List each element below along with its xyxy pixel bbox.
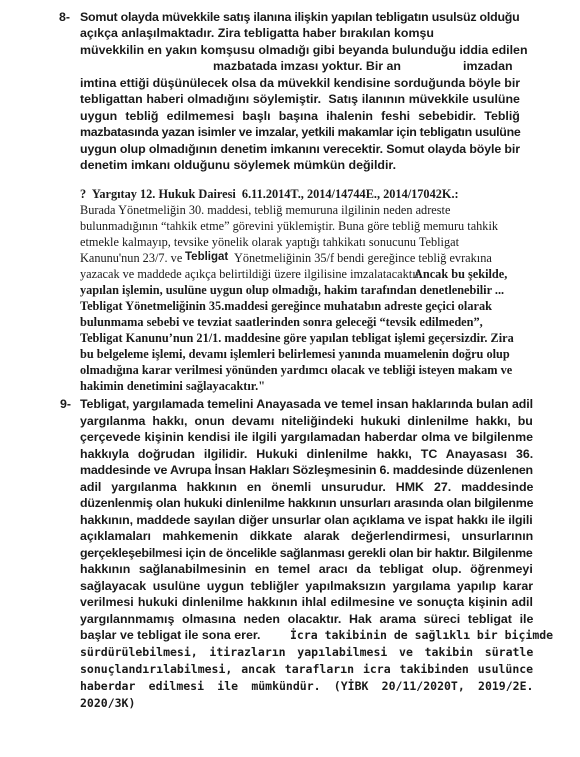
- text-line: hakkının, maddede sayılan diğer unsurlar olan açıklama ve ispat hakkı ile ilgili: [80, 513, 533, 527]
- text-line: Ancak bu şekilde,: [414, 267, 508, 281]
- text-line: Burada Yönetmeliğin 30. maddesi, tebliğ memuruna ilgilinin neden adreste: [80, 203, 451, 217]
- text-line: Tebligat Kanunu’nun 21/1. maddesine göre yapılan tebligat işlemi geçersizdir. Zira: [80, 331, 514, 345]
- text-line: Somut olayda müvekkile satış ilanına ilişkin yapılan tebligatın usulsüz olduğu: [80, 10, 520, 24]
- text-line: hakkıyla doğrudan ilgilidir. Hukuki dinlenilme hakkı, TC Anayasası 36.: [80, 447, 534, 461]
- text-line: maddesinde ve Avrupa İnsan Hakları Sözleşmesinin 6. maddesinde düzenlenen: [80, 463, 533, 477]
- inline-term: Tebligat: [185, 251, 229, 263]
- text-line: 2020/3K): [80, 696, 136, 710]
- text-line: adil yargılanma hakkının en önemli unsurudur. HMK 27. maddesinde: [80, 480, 534, 494]
- text-line: bulunmadığının “tahkik etme” görevini yüklemiştir. Buna göre tebliğ memuru tahkik: [80, 219, 499, 233]
- text-line: Tebligat, yargılamada temelini Anayasada ve temel insan haklarında bulan adil: [80, 397, 533, 411]
- item-number: 9-: [60, 397, 72, 411]
- text-line: açıklamaları mahkemenin dikkate alarak değerlendirmesi, unsurlarının: [80, 529, 534, 543]
- text-line: sağlayacak usulüne uygun tebliğler yapılmaksızın yargılama yapılıp karar: [80, 579, 534, 593]
- text-line: yargılanma hakkı, onun devamı niteliğindeki hukuki dinlenilme hakkı, bu: [80, 414, 533, 428]
- text-line: bulunmama sebebi ve tevziat saatlerinden sonra geleceği “tevsik edilmeden”,: [80, 315, 483, 329]
- text-line: açıkça anlaşılmaktadır. Zira tebligatta haber bırakılan komşu: [80, 26, 434, 40]
- text-line: yapılan işlemin, usulüne uygun olup olmadığı, hakim tarafından denetlenebilir ...: [80, 283, 505, 297]
- text-line: bu belgeleme işlemi, devamı işlemleri belirlemesi yanında muamelenin doğru olup: [80, 347, 510, 361]
- text-line: İcra takibinin de sağlıklı bir biçimde: [290, 628, 554, 642]
- text-line: etmekle kalmayıp, tevsike yönelik olarak yaptığı tahkikatı sonucunu Tebligat: [80, 235, 459, 249]
- text-line: çerçevede kişinin kendisi ile ilgili yargılamadan haberdar olma ve bilgilenme: [80, 430, 533, 444]
- text-line: Tebligat Yönetmeliğinin 35.maddesi gereğince muhatabın adreste geçici olarak: [80, 299, 492, 313]
- text-line: imtina ettiği düşünülecek olsa da müvekkil kendisine sorduğunda böyle bir: [80, 76, 521, 90]
- text-line: tebligattan haberi olmadığını söylemiştir. Satış ilanının müvekkile usulüne: [80, 92, 520, 106]
- text-line: başlar ve tebligat ile sona erer.: [80, 628, 261, 642]
- text-line: Kanunu'nun 23/7. ve: [80, 251, 183, 265]
- text-line: sürdürülebilmesi, itirazların yapılabilmesi ve takibin süratle: [80, 645, 534, 659]
- text-line: hakimin denetimini sağlayacaktır.": [80, 379, 266, 393]
- text-line: mazbatada imzası yoktur. Bir an: [213, 59, 401, 73]
- text-line: uygun tebliğ edilmemesi başlı başına ihalenin feshi sebebidir. Tebliğ: [80, 109, 520, 123]
- text-line: müvekkilin en yakın komşusu olmadığı gibi beyanda bulunduğu iddia edilen: [80, 43, 528, 57]
- text-line: Yönetmeliğinin 35/f bendi gereğince tebliğ evrakına: [234, 251, 492, 265]
- text-line: hakkının sağlanabilmesinin en temel aracı da tebligat olup. öğrenmeyi: [80, 562, 533, 576]
- text-line: gerçekleşebilmesi için de öncelikle sağlanması gerekli olan bir haktır. Bilgilenme: [80, 546, 533, 560]
- text-line: uygun olup olmadığının denetim imkanını verecektir. Somut olayda böyle bir: [80, 142, 520, 156]
- text-line: yargılannmamış olmasına neden olacaktır. Hak arama süreci tebligat ile: [80, 612, 534, 626]
- text-line: yazacak ve maddede açıkça belirtildiği üzere ilgilisine imzalatacaktır.: [80, 267, 423, 281]
- text-line: düzenlenmiş olan hukuki dinlenilme hakkının unsurları arasında olan bilgilenme: [80, 496, 534, 510]
- item-number: 8-: [59, 10, 71, 24]
- text-line: sonuçlandırılabilmesi, ancak tarafların icra takibinden usulünce: [80, 662, 534, 676]
- text-line: imzadan: [463, 59, 513, 73]
- text-line: denetim imkanı olduğunu söylemek mümkün değildir.: [80, 158, 397, 172]
- text-line: olmadığına karar verilmesi yönünden yardımcı olacak ve tebliği isteyen makam ve: [80, 363, 513, 377]
- text-line: haberdar edilmesi ile mümkündür. (YİBK 20/11/2020T, 2019/2E.: [80, 679, 534, 693]
- text-line: mazbatasında yazan isimler ve imzalar, yetkili makamlar için tebligatın usulüne: [80, 125, 521, 139]
- text-line: verilmesi hukuki dinlenilme hakkının ihlal edilmesine ve sonuçta kişinin adil: [80, 595, 533, 609]
- quote-heading: ? Yargıtay 12. Hukuk Dairesi 6.11.2014T., 2014/14744E., 2014/17042K.:: [80, 187, 459, 201]
